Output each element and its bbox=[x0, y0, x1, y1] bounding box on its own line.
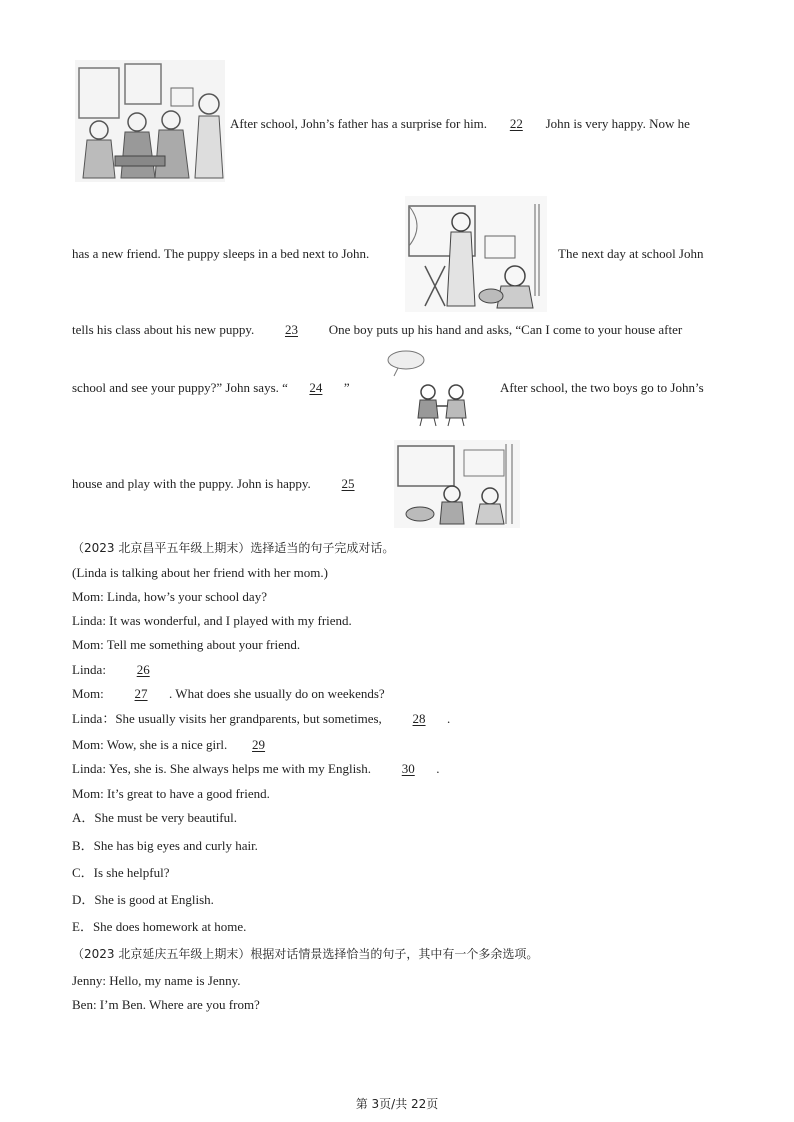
story-line-3: tells his class about his new puppy. 23 One boy puts up his hand and asks, “Can I come to your house after bbox=[72, 322, 683, 337]
dialogue-line: Linda: 26 bbox=[72, 662, 171, 678]
blank-27: 27 bbox=[134, 686, 148, 701]
boys-talking-illustration bbox=[372, 348, 492, 428]
page-footer: 第 3页/共 22页 bbox=[355, 1097, 439, 1111]
story-line-4-right: After school, the two boys go to John’s bbox=[500, 380, 704, 395]
section1-context: (Linda is talking about her friend with her mom.) bbox=[72, 565, 328, 580]
story-line-5: house and play with the puppy. John is happy. 25 bbox=[72, 476, 376, 492]
blank-22: 22 bbox=[509, 116, 523, 131]
blank-29: 29 bbox=[252, 737, 266, 752]
blank-25: 25 bbox=[341, 476, 355, 491]
section1-header: （2023 北京昌平五年级上期末）选择适当的句子完成对话。 bbox=[72, 541, 395, 555]
blank-30: 30 bbox=[401, 761, 415, 776]
blank-24: 24 bbox=[309, 380, 323, 395]
dialogue-line: Mom: Wow, she is a nice girl. 29 bbox=[72, 737, 281, 753]
dialogue-line: Mom: It’s great to have a good friend. bbox=[72, 786, 270, 801]
option-e: E．She does homework at home. bbox=[72, 919, 247, 934]
dialogue-line: Jenny: Hello, my name is Jenny. bbox=[72, 973, 241, 988]
dialogue-line: Linda：She usually visits her grandparents, but sometimes, 28 . bbox=[72, 711, 451, 726]
story-line-2-right: The next day at school John bbox=[558, 246, 704, 261]
blank-26: 26 bbox=[136, 662, 150, 677]
dialogue-line: Mom: Tell me something about your friend. bbox=[72, 637, 301, 652]
dialogue-line: Mom: 27 . What does she usually do on weekends? bbox=[72, 686, 385, 701]
story-line-2-left: has a new friend. The puppy sleeps in a bed next to John. bbox=[72, 246, 370, 261]
section2-header: （2023 北京延庆五年级上期末）根据对话情景选择恰当的句子，其中有一个多余选项。 bbox=[72, 947, 539, 961]
blank-28: 28 bbox=[412, 711, 426, 726]
option-b: B．She has big eyes and curly hair. bbox=[72, 838, 258, 853]
story-line-1: After school, John’s father has a surprise for him. 22 John is very happy. Now he bbox=[230, 116, 690, 131]
family-illustration bbox=[75, 60, 225, 182]
blank-23: 23 bbox=[284, 322, 298, 337]
father-puppy-illustration bbox=[405, 196, 547, 312]
dialogue-line: Linda: Yes, she is. She always helps me with my English. 30 . bbox=[72, 761, 440, 776]
dialogue-line: Linda: It was wonderful, and I played with my friend. bbox=[72, 613, 352, 628]
boys-puppy-illustration bbox=[394, 440, 520, 528]
option-a: A．She must be very beautiful. bbox=[72, 810, 237, 825]
story-line-4-left: school and see your puppy?” John says. “ 24 ” bbox=[72, 380, 350, 395]
option-d: D．She is good at English. bbox=[72, 892, 214, 907]
dialogue-line: Ben: I’m Ben. Where are you from? bbox=[72, 997, 260, 1012]
dialogue-line: Mom: Linda, how’s your school day? bbox=[72, 589, 267, 604]
option-c: C．Is she helpful? bbox=[72, 865, 170, 880]
